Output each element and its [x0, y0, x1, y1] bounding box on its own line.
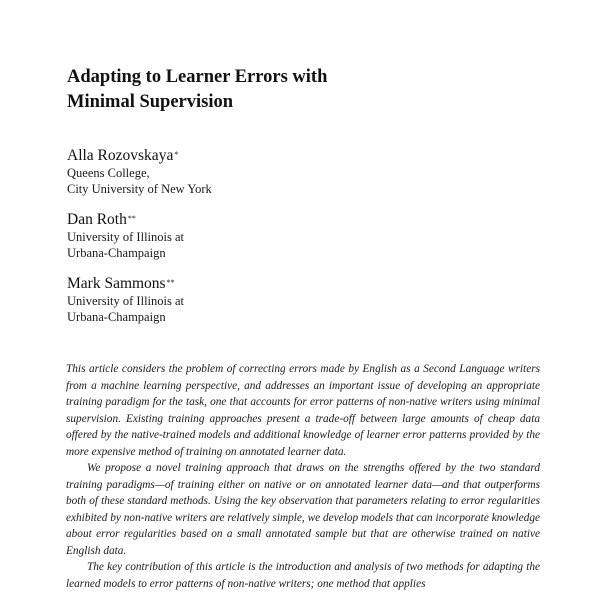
affiliation-line: Queens College,: [67, 166, 150, 180]
author-affiliation: [67, 293, 184, 325]
affiliation-line: University of Illinois at: [67, 230, 184, 244]
paper-title: [67, 65, 427, 115]
author-footnote-mark: **: [127, 214, 136, 223]
affiliation-line: Urbana-Champaign: [67, 246, 166, 260]
author-footnote-mark: *: [174, 150, 179, 159]
author-name: Alla Rozovskaya*: [67, 147, 179, 164]
author-affiliation: [67, 229, 184, 261]
author-block: [67, 275, 184, 325]
title-line: Minimal Supervision: [67, 92, 234, 112]
abstract-paragraph: The key contribution of this article is the introduction and analysis of two methods for adapting the learned models to error patterns of non-native writers; one method that applies: [66, 561, 540, 590]
author-block: [67, 211, 184, 261]
author-name: Dan Roth**: [67, 211, 136, 228]
affiliation-line: Urbana-Champaign: [67, 310, 166, 324]
author-footnote-mark: **: [166, 278, 175, 287]
abstract-paragraph: We propose a novel training approach that draws on the strengths offered by the two standard training paradigms—of training either on native or on annotated learner data—and that outperforms both of these standard methods. Using the key observation that parameters relating to error regularities exhibited by non-native writers are relatively simple, we develop models that can incorporate knowledge about error regularities based on a small annotated sample but that are otherwise trained on native English data.: [66, 462, 540, 557]
author-affiliation: [67, 165, 212, 197]
title-line: Adapting to Learner Errors with: [67, 67, 328, 87]
author-name: Mark Sammons**: [67, 275, 175, 292]
abstract-paragraph: This article considers the problem of correcting errors made by English as a Second Language writers from a machine learning perspective, and addresses an important issue of developing an appropriate training paradigm for the task, one that accounts for error patterns of non-native writers using minimal supervision. Existing training approaches present a trade-off between large amounts of cheap data offered by the native-trained models and additional knowledge of learner error patterns provided by the more expensive method of training on annotated learner data.: [66, 363, 540, 458]
affiliation-line: City University of New York: [67, 182, 212, 196]
abstract: [66, 361, 540, 592]
author-block: [67, 147, 212, 197]
affiliation-line: University of Illinois at: [67, 294, 184, 308]
